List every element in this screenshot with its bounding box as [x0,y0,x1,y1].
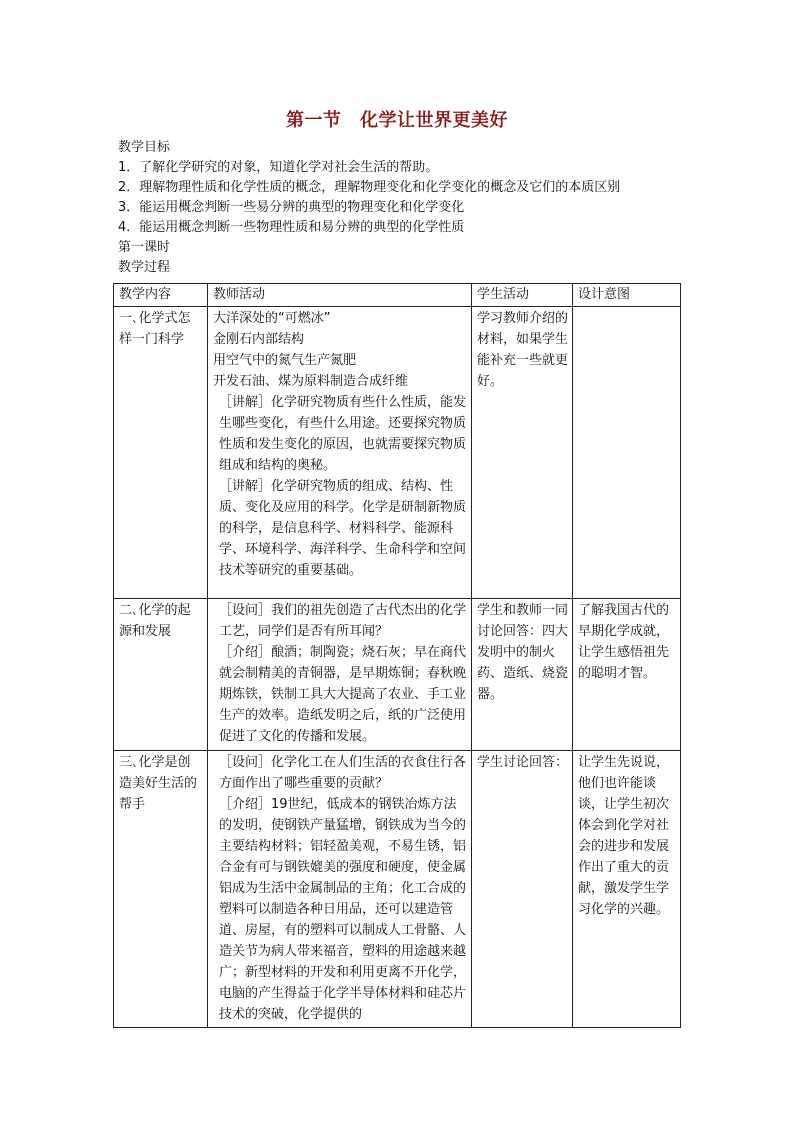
content-cell: 三､化学是创造美好生活的帮手 [114,751,208,1028]
table-row [114,307,681,599]
teacher-paragraph: ［介绍］19世纪，低成本的钢铁冶炼方法的发明，使钢铁产量猛增，钢铁成为当今的主要结构材料；铝轻盈美观，不易生锈，铝合金有可与钢铁媲美的强度和硬度，使金属铝成为生活中金属制品的主角；化工合成的塑料可以制造各种日用品，还可以建造管道、房屋，有的塑料可以制成人工骨骼、人造关节为病人带来福音，塑料的用途越来越广；新型材料的开发和利用更离不开化学，电脑的产生得益于化学半导体材料和硅芯片技术的突破，化学提供的 [219,797,467,1022]
teacher-cell [208,599,472,751]
teacher-cell [208,751,472,1028]
student-cell: 学生讨论回答： [472,751,573,1028]
intent-cell: 让学生先说说，他们也许能谈谈，让学生初次体会到化学对社会的进步和发展作出了重大的贡献，激发学生学习化学的兴趣。 [573,751,681,1028]
intent-cell [573,307,681,599]
goal-item: 2．理解物理性质和化学性质的概念，理解物理变化和化学变化的概念及它们的本质区别 [118,180,621,195]
header-teacher: 教师活动 [208,284,472,307]
session-label: 第一课时 [118,240,171,255]
teacher-paragraph: ［讲解］化学研究物质有些什么性质，能发生哪些变化，有些什么用途。还要探究物质性质和发生变化的原因，也就需要探究物质组成和结构的奥秘。 [219,395,467,473]
student-cell: 学生和教师一同讨论回答：四大发明中的制火药、造纸、烧瓷器。 [472,599,573,751]
teacher-paragraph: ［设问］我们的祖先创造了古代杰出的化学工艺，同学们是否有所耳闻？ [219,603,467,639]
student-cell: 学习教师介绍的材料，如果学生能补充一些就更好。 [472,307,573,599]
intent-cell: 了解我国古代的早期化学成就，让学生感悟祖先的聪明才智。 [573,599,681,751]
teacher-line: 开发石油、煤为原料制造合成纤维 [213,374,409,389]
teacher-line: 大洋深处的“可燃冰” [213,311,331,326]
table-row [114,599,681,751]
table-header-row [114,284,681,307]
teacher-line: 金刚石内部结构 [213,332,305,347]
intro-section [118,138,698,278]
teacher-cell [208,307,472,599]
header-intent: 设计意图 [573,284,681,307]
teacher-line: 用空气中的氮气生产氮肥 [213,353,357,368]
header-student: 学生活动 [472,284,573,307]
content-cell: 一､化学式怎样一门科学 [114,307,208,599]
process-label: 教学过程 [118,260,171,275]
lesson-table [113,283,681,1028]
goal-item: 1．了解化学研究的对象，知道化学对社会生活的帮助。 [118,160,439,175]
teacher-paragraph: ［设问］化学化工在人们生活的衣食住行各方面作出了哪些重要的贡献？ [219,755,467,791]
header-content: 教学内容 [114,284,208,307]
goal-item: 3．能运用概念判断一些易分辨的典型的物理变化和化学变化 [118,200,465,215]
teacher-paragraph: ［讲解］化学研究物质的组成、结构、性质、变化及应用的科学。化学是研制新物质的科学，是信息科学、材料科学、能源科学、环境科学、海洋科学、生命科学和空间技术等研究的重要基础。 [219,479,467,578]
content-cell: 二､化学的起源和发展 [114,599,208,751]
objectives-heading: 教学目标 [118,140,171,155]
goal-item: 4．能运用概念判断一些物理性质和易分辨的典型的化学性质 [118,220,465,235]
table-row [114,751,681,1028]
page-title: 第一节 化学让世界更美好 [286,110,508,131]
teacher-paragraph: ［介绍］酿酒；制陶瓷；烧石灰；早在商代就会制精美的青铜器，是早期炼铜；春秋晚期炼铁，铁制工具大大提高了农业、手工业生产的效率。造纸发明之后，纸的广泛使用促进了文化的传播和发展。 [219,645,467,744]
